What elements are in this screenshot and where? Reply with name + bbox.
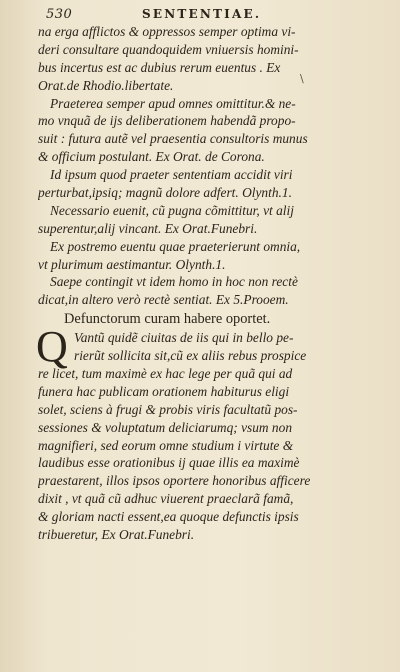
text-line: suit : futura autẽ vel praesentia consultoris munus xyxy=(38,131,308,147)
text-line: vt plurimum aestimantur. Olynth.1. xyxy=(38,256,226,272)
text-line: bus incertus est ac dubius rerum euentus . Ex xyxy=(38,59,281,75)
running-head: SENTENTIAE. xyxy=(142,7,262,21)
text-line: Saepe contingit vt idem homo in hoc non rectè xyxy=(50,274,298,290)
text-block-upper xyxy=(38,23,382,309)
text-line: na erga afflictos & oppressos semper optima vi- xyxy=(38,24,296,39)
text-line: solet, sciens à frugi & probis viris facultatũ pos- xyxy=(38,401,298,417)
text-line: deri consultare quandoquidem vniuersis homini- xyxy=(38,41,299,57)
drop-cap: Q xyxy=(36,322,68,372)
text-line: & gloriam nacti essent,ea quoque defunctis ipsis xyxy=(38,509,299,525)
text-line: praestarent, illos ipsos oportere honoribus afficere xyxy=(38,473,311,489)
text-line: laudibus esse orationibus ij quae illis ea maximè xyxy=(38,455,300,471)
text-line: mo vnquã de ijs deliberationem habendã propo- xyxy=(38,113,296,129)
page-header xyxy=(46,7,366,23)
text-line: perturbat,ipsiq; magnũ dolore adfert. Olynth.1. xyxy=(38,185,292,201)
text-line: Necessario euenit, cũ pugna cõmittitur, vt alij xyxy=(50,202,294,218)
page-number: 530 xyxy=(46,7,73,22)
section-heading: Defunctorum curam habere oportet. xyxy=(64,311,271,328)
text-block-lower xyxy=(36,322,382,544)
marginal-mark: \ xyxy=(300,72,304,85)
page-body xyxy=(38,23,382,544)
text-line: Ex postremo euentu quae praeterierunt omnia, xyxy=(50,238,301,254)
text-line: funera hac publicam orationem habiturus eligi xyxy=(38,383,290,399)
dropcap-paragraph xyxy=(36,322,382,544)
text-line: re licet, tum maximè ex hac lege per quã qui ad xyxy=(38,366,293,382)
text-line: Vantũ quidẽ ciuitas de iis qui in bello pe- xyxy=(74,330,294,346)
text-line: Id ipsum quod praeter sententiam accidit viri xyxy=(50,167,293,183)
text-line: rierũt sollicita sit,cũ ex aliis rebus prospice xyxy=(74,348,307,364)
text-line: tribueretur, Ex Orat.Funebri. xyxy=(38,527,195,543)
text-line: dixit , vt quã cũ adhuc viuerent praeclarã famã, xyxy=(38,491,294,507)
text-line: magnifieri, sed eorum omne studium i virtute & xyxy=(38,437,294,453)
text-line: & officium postulant. Ex Orat. de Corona. xyxy=(38,149,265,165)
text-line: Praeterea semper apud omnes omittitur.& ne- xyxy=(50,95,296,111)
text-line: dicat,in altero verò rectè sentiat. Ex 5.Prooem. xyxy=(38,292,289,308)
text-line: superentur,alij vincant. Ex Orat.Funebri. xyxy=(38,220,258,236)
text-line: Orat.de Rhodio.libertate. xyxy=(38,77,174,93)
text-line: sessiones & voluptatum deliciarumq; vsum non xyxy=(38,419,293,435)
